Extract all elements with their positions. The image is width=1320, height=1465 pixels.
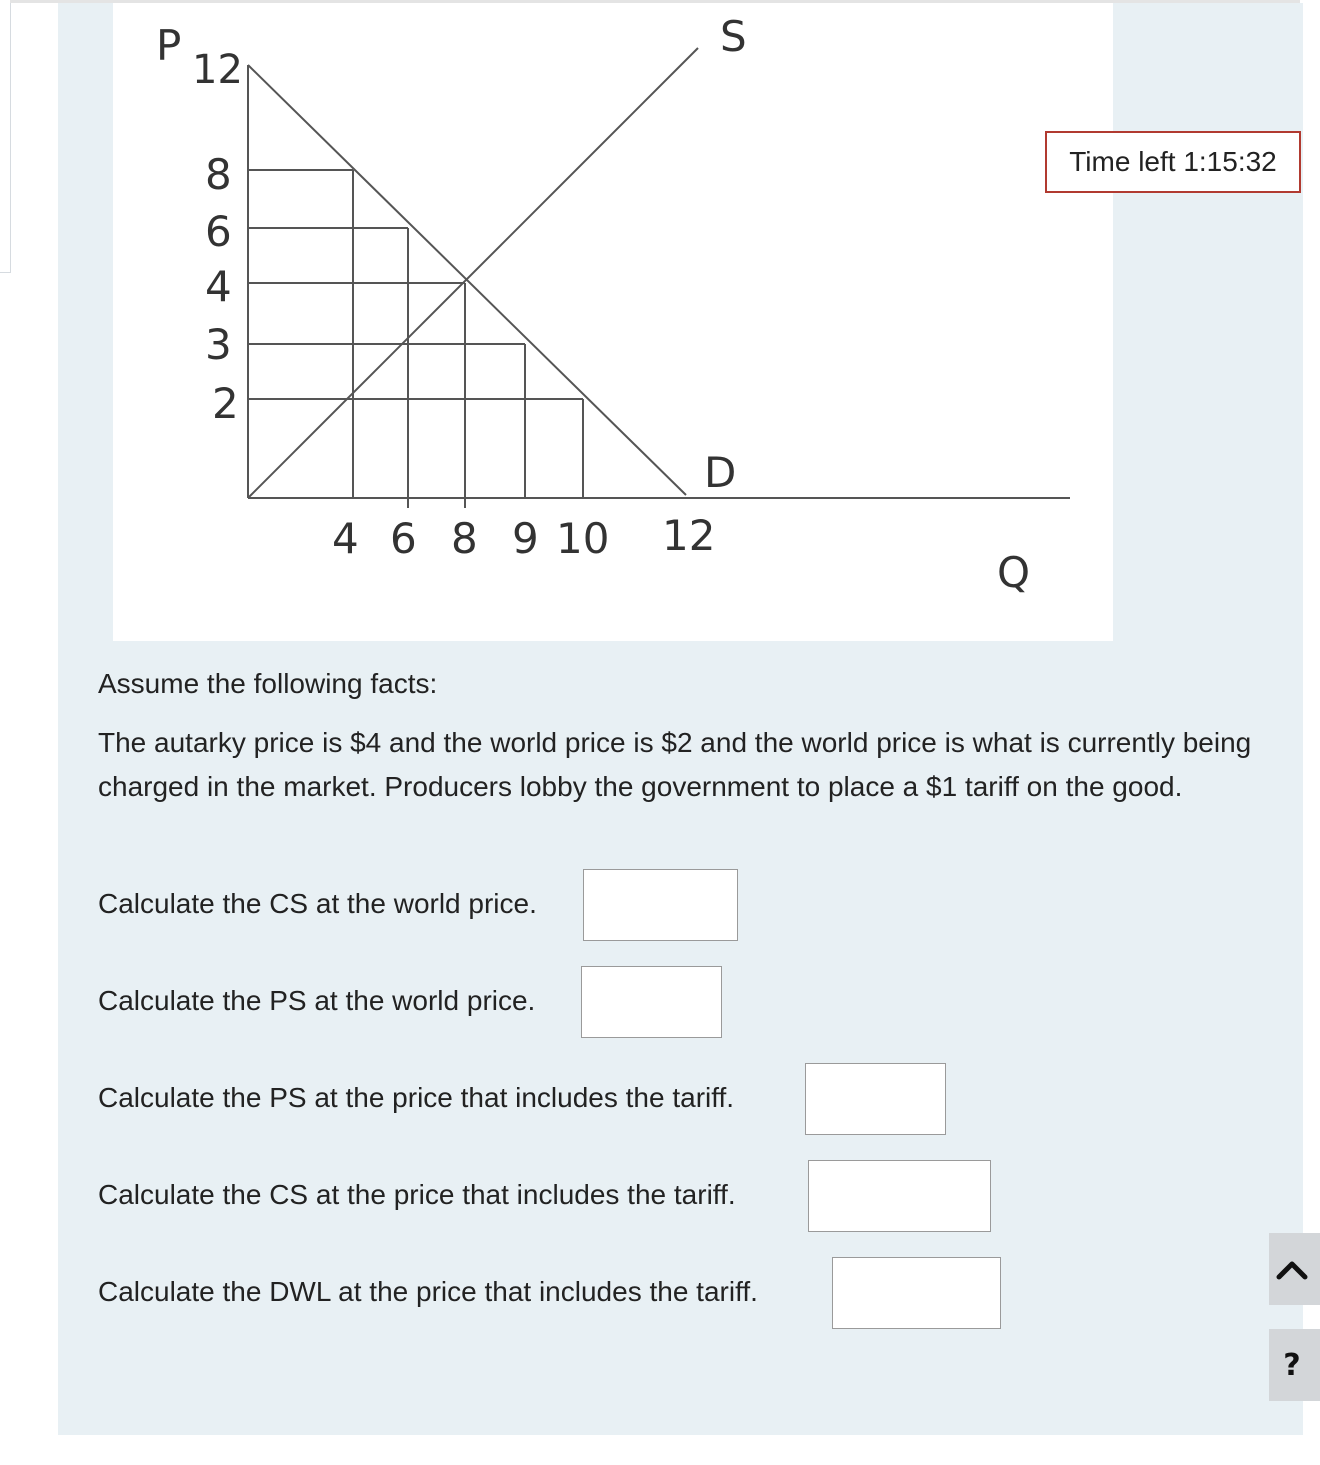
price-tick-2: 2: [212, 379, 239, 428]
quantity-tick-9: 9: [512, 514, 539, 563]
supply-demand-graph: [113, 3, 1113, 641]
price-tick-6: 6: [205, 207, 232, 256]
answer-cs-tariff-input[interactable]: [808, 1160, 991, 1232]
question-dwl-tariff-label: Calculate the DWL at the price that includes the tariff.: [98, 1276, 758, 1307]
question-cs-world-label: Calculate the CS at the world price.: [98, 888, 537, 919]
chevron-up-icon: [1275, 1257, 1309, 1281]
quantity-tick-12: 12: [662, 511, 716, 560]
facts-body: The autarky price is $4 and the world price is $2 and the world price is what is currently being charged in the market. Producers lobby the government to place a $1 tariff on the good.: [98, 727, 1252, 802]
quantity-tick-8: 8: [451, 514, 478, 563]
quantity-tick-10: 10: [556, 514, 610, 563]
q-axis-label: Q: [997, 548, 1031, 597]
graph-svg: [113, 3, 1113, 641]
supply-label: S: [720, 12, 747, 61]
question-cs-tariff-label: Calculate the CS at the price that includes the tariff.: [98, 1179, 736, 1210]
scroll-up-button[interactable]: [1269, 1233, 1320, 1305]
help-icon: ?: [1283, 1347, 1301, 1383]
price-tick-8: 8: [205, 150, 232, 199]
answer-dwl-tariff-input[interactable]: [832, 1257, 1001, 1329]
question-ps-tariff-label: Calculate the PS at the price that includes the tariff.: [98, 1082, 735, 1113]
quantity-tick-4: 4: [332, 514, 359, 563]
demand-label: D: [704, 448, 737, 497]
answer-ps-world-input[interactable]: [581, 966, 722, 1038]
facts-heading: Assume the following facts:: [98, 668, 438, 699]
price-tick-4: 4: [205, 262, 232, 311]
p-axis-label: P: [156, 21, 182, 70]
price-tick-3: 3: [205, 320, 232, 369]
question-ps-world-label: Calculate the PS at the world price.: [98, 985, 536, 1016]
supply-curve: [248, 48, 698, 498]
time-left-indicator: Time left 1:15:32: [1045, 131, 1301, 193]
price-tick-12: 12: [192, 47, 243, 93]
help-button[interactable]: [1269, 1329, 1320, 1401]
quantity-tick-6: 6: [390, 514, 417, 563]
left-frame-edge: [0, 0, 11, 273]
answer-ps-tariff-input[interactable]: [805, 1063, 946, 1135]
answer-cs-world-input[interactable]: [583, 869, 738, 941]
